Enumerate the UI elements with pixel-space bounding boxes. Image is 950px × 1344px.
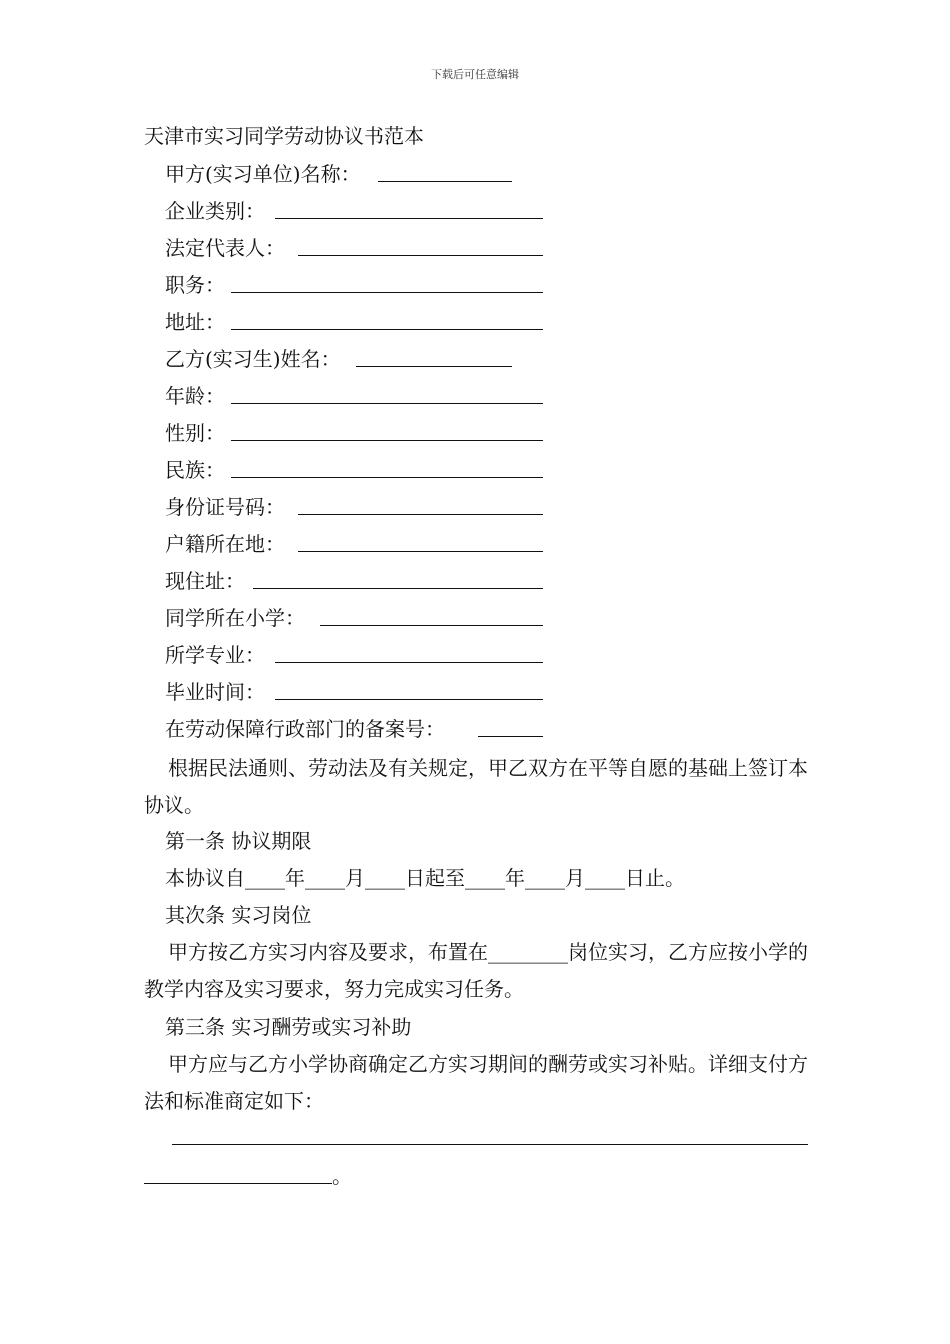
blank-employer-name[interactable] [378, 181, 512, 182]
article-3-text: 甲方应与乙方小学协商确定乙方实习期间的酬劳或实习补贴。详细支付方法和标准商定如下： [144, 1052, 808, 1113]
blank-school[interactable] [320, 625, 543, 626]
blank-company-type[interactable] [275, 218, 543, 219]
blank-payment-terms-line-1[interactable] [172, 1144, 808, 1145]
field-label-current-address: 现住址： [165, 569, 245, 593]
field-label-id-number: 身份证号码： [165, 495, 285, 519]
field-label-age: 年龄： [165, 384, 225, 408]
field-label-school: 同学所在小学： [165, 606, 305, 630]
article-1-heading: 第一条 协议期限 [165, 829, 312, 853]
blank-filing-number[interactable] [478, 736, 543, 737]
field-label-gender: 性别： [165, 421, 225, 445]
field-label-filing-number: 在劳动保障行政部门的备案号： [165, 717, 445, 741]
field-label-company-type: 企业类别： [165, 199, 265, 223]
field-label-legal-rep: 法定代表人： [165, 236, 285, 260]
blank-graduation-time[interactable] [275, 699, 543, 700]
end-punctuation: 。 [332, 1164, 352, 1188]
blank-position[interactable] [231, 292, 543, 293]
field-label-major: 所学专业： [165, 643, 265, 667]
field-label-ethnicity: 民族： [165, 458, 225, 482]
article-3-heading: 第三条 实习酬劳或实习补助 [165, 1015, 412, 1039]
article-1-text: 本协议自____年____月____日起至____年____月____日止。 [165, 866, 685, 890]
blank-current-address[interactable] [253, 588, 543, 589]
blank-age[interactable] [231, 403, 543, 404]
field-label-address: 地址： [165, 310, 225, 334]
field-label-employer-name: 甲方(实习单位)名称： [165, 162, 361, 186]
blank-household-registration[interactable] [298, 551, 543, 552]
field-label-household-registration: 户籍所在地： [165, 532, 285, 556]
blank-payment-terms-line-2[interactable] [144, 1183, 332, 1184]
blank-address[interactable] [231, 329, 543, 330]
blank-major[interactable] [275, 662, 543, 663]
blank-intern-name[interactable] [356, 366, 512, 367]
intro-paragraph: 根据民法通则、劳动法及有关规定，甲乙双方在平等自愿的基础上签订本协议。 [144, 756, 808, 817]
article-2-text: 甲方按乙方实习内容及要求，布置在________岗位实习，乙方应按小学的教学内容及实习要求，努力完成实习任务。 [144, 940, 808, 1001]
page-header-note: 下载后可任意编辑 [431, 68, 519, 81]
document-title: 天津市实习同学劳动协议书范本 [144, 124, 424, 148]
article-2-heading: 其次条 实习岗位 [165, 903, 312, 927]
field-label-intern-name: 乙方(实习生)姓名： [165, 347, 341, 371]
blank-gender[interactable] [231, 440, 543, 441]
blank-ethnicity[interactable] [231, 477, 543, 478]
field-label-graduation-time: 毕业时间： [165, 680, 265, 704]
blank-id-number[interactable] [298, 514, 543, 515]
field-label-position: 职务： [165, 273, 225, 297]
blank-legal-rep[interactable] [298, 255, 543, 256]
